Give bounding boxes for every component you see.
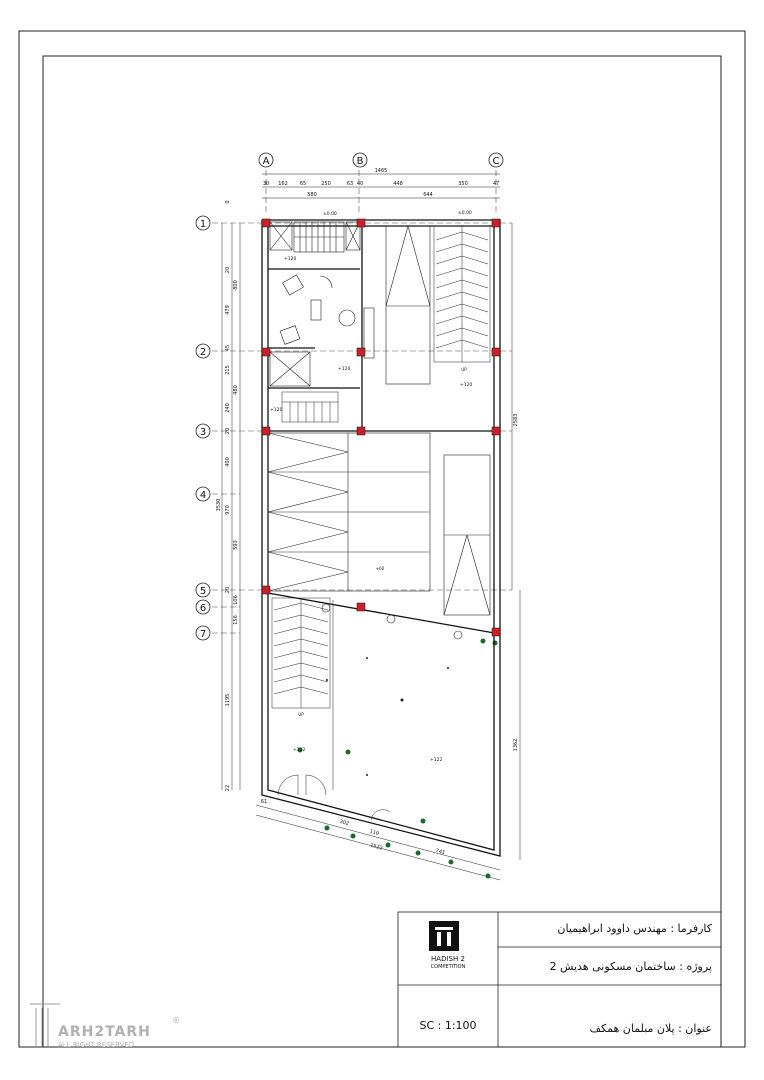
svg-text:+120: +120 bbox=[284, 257, 297, 262]
svg-text:593: 593 bbox=[233, 540, 239, 550]
structural-columns bbox=[262, 219, 500, 636]
grid-label-5: 5 bbox=[199, 586, 207, 597]
ramp-top bbox=[434, 226, 490, 362]
project-label: پروژه : ساختمان مسکونی هدیش 2 bbox=[549, 960, 712, 973]
watermark-rights: ALL RIGHT RESERVED bbox=[58, 1041, 135, 1049]
svg-text:30: 30 bbox=[262, 181, 270, 187]
svg-text:350: 350 bbox=[458, 181, 468, 187]
svg-text:480: 480 bbox=[233, 385, 239, 395]
scale-label: SC : 1:100 bbox=[419, 1019, 477, 1032]
bottom-dimension-texts bbox=[261, 799, 446, 856]
top-dimension-texts bbox=[263, 168, 499, 198]
grid-label-2: 2 bbox=[199, 347, 207, 358]
sheet-title: عنوان : پلان مبلمان همکف bbox=[589, 1022, 712, 1035]
level-markers bbox=[270, 210, 472, 763]
parking-middle bbox=[268, 433, 490, 615]
svg-text:0: 0 bbox=[225, 200, 231, 204]
client-label: کارفرما : مهندس داوود ابراهیمیان bbox=[557, 922, 712, 935]
outer-border bbox=[19, 31, 745, 1047]
svg-text:+120: +120 bbox=[460, 383, 473, 388]
ramp-top-label: UP bbox=[461, 367, 467, 372]
svg-text:162: 162 bbox=[278, 181, 288, 187]
left-dimension-texts bbox=[216, 200, 239, 791]
svg-text:47: 47 bbox=[492, 181, 500, 187]
furniture bbox=[280, 275, 374, 358]
svg-text:63: 63 bbox=[346, 181, 354, 187]
dim-total: 1465 bbox=[374, 168, 388, 174]
svg-text:448: 448 bbox=[393, 181, 403, 187]
light-fixtures bbox=[322, 604, 462, 639]
svg-text:215: 215 bbox=[225, 365, 231, 375]
svg-text:45: 45 bbox=[225, 344, 231, 352]
svg-text:400: 400 bbox=[225, 457, 231, 467]
svg-text:+120: +120 bbox=[270, 408, 283, 413]
svg-text:240: 240 bbox=[225, 403, 231, 413]
svg-text:±0.00: ±0.00 bbox=[458, 211, 472, 216]
svg-text:+120: +120 bbox=[338, 367, 351, 372]
grid-bubbles-numbers bbox=[196, 216, 210, 640]
svg-text:800: 800 bbox=[233, 280, 239, 290]
grid-label-1: 1 bbox=[199, 219, 207, 230]
svg-text:+122: +122 bbox=[293, 748, 306, 753]
svg-text:644: 644 bbox=[423, 192, 433, 198]
inner-stair bbox=[282, 392, 338, 422]
svg-text:970: 970 bbox=[225, 505, 231, 515]
svg-text:20: 20 bbox=[225, 586, 231, 594]
grid-label-a: A bbox=[262, 156, 270, 167]
dim-right-1: 2583 bbox=[513, 413, 519, 427]
inner-border bbox=[43, 56, 721, 1047]
svg-text:1522: 1522 bbox=[369, 842, 384, 852]
svg-text:1195: 1195 bbox=[225, 693, 231, 707]
grid-label-b: B bbox=[356, 156, 364, 167]
svg-text:20: 20 bbox=[225, 266, 231, 274]
lower-stair-label: UP bbox=[298, 712, 304, 717]
grid-label-6: 6 bbox=[199, 603, 207, 614]
svg-text:479: 479 bbox=[225, 305, 231, 315]
svg-text:3530: 3530 bbox=[216, 498, 222, 512]
svg-text:106: 106 bbox=[233, 595, 239, 605]
grid-label-4: 4 bbox=[199, 490, 207, 501]
grid-label-3: 3 bbox=[199, 427, 207, 438]
svg-text:580: 580 bbox=[307, 192, 317, 198]
lower-stair bbox=[272, 598, 390, 820]
watermark-logo bbox=[30, 1004, 60, 1046]
grid-label-7: 7 bbox=[199, 629, 207, 640]
watermark-brand: ARH2TARH bbox=[58, 1024, 151, 1040]
svg-text:156: 156 bbox=[233, 615, 239, 625]
svg-text:61: 61 bbox=[260, 799, 268, 805]
svg-text:22: 22 bbox=[225, 784, 231, 792]
logo bbox=[429, 921, 459, 951]
svg-text:741: 741 bbox=[434, 847, 446, 857]
dim-right-2: 1362 bbox=[513, 738, 519, 752]
svg-text:250: 250 bbox=[321, 181, 331, 187]
right-dimensions bbox=[512, 223, 520, 860]
watermark-registered: ® bbox=[172, 1016, 180, 1025]
svg-text:20: 20 bbox=[225, 427, 231, 435]
building-walls bbox=[262, 220, 500, 856]
svg-text:+122: +122 bbox=[430, 758, 443, 763]
logo-line2: COMPETITION bbox=[430, 964, 466, 970]
logo-line1: HADISH 2 bbox=[431, 955, 465, 963]
grid-bubbles-letters bbox=[259, 153, 503, 167]
svg-text:40: 40 bbox=[356, 181, 364, 187]
grid-label-c: C bbox=[492, 156, 500, 167]
shafts bbox=[270, 222, 360, 386]
svg-text:302: 302 bbox=[338, 818, 350, 828]
parking-spot-top bbox=[386, 226, 430, 384]
ramp-middle-label: +60 bbox=[375, 566, 385, 571]
svg-text:±0.00: ±0.00 bbox=[323, 212, 337, 217]
svg-text:65: 65 bbox=[299, 181, 307, 187]
svg-text:110: 110 bbox=[368, 828, 380, 838]
